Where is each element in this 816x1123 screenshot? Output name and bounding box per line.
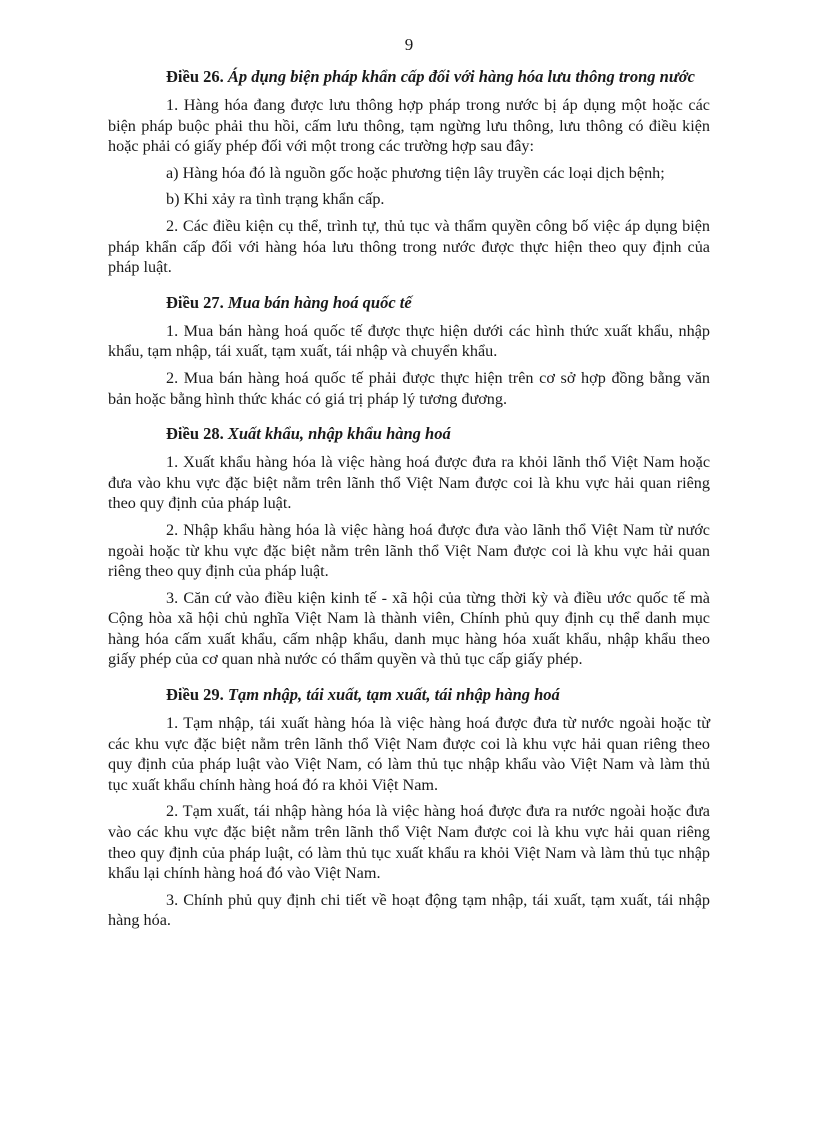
article-26 <box>108 66 710 278</box>
article-paragraph: 1. Tạm nhập, tái xuất hàng hóa là việc hàng hoá được đưa từ nước ngoài hoặc từ các khu vực đặc biệt nằm trên lãnh thổ Việt Nam được coi là khu vực hải quan riêng theo quy định của pháp luật vào Việt Nam, có làm thủ tục nhập khẩu vào Việt Nam và làm thủ tục xuất khẩu chính hàng hoá đó ra khỏi Việt Nam. <box>108 714 710 794</box>
article-label: Điều 26. <box>166 67 224 86</box>
article-paragraph: 1. Xuất khẩu hàng hóa là việc hàng hoá được đưa ra khỏi lãnh thổ Việt Nam hoặc đưa vào khu vực đặc biệt nằm trên lãnh thổ Việt Nam được coi là khu vực hải quan riêng theo quy định của pháp luật. <box>108 453 710 513</box>
article-title: Tạm nhập, tái xuất, tạm xuất, tái nhập hàng hoá <box>227 685 560 705</box>
article-label: Điều 28. <box>166 424 224 444</box>
article-28 <box>108 423 710 670</box>
article-title: Xuất khẩu, nhập khẩu hàng hoá <box>227 424 451 444</box>
article-paragraph: 2. Mua bán hàng hoá quốc tế phải được thực hiện trên cơ sở hợp đồng bằng văn bản hoặc bằng hình thức khác có giá trị pháp lý tương đương. <box>108 368 710 408</box>
article-heading <box>108 423 710 444</box>
article-title: Áp dụng biện pháp khẩn cấp đối với hàng hóa lưu thông trong nước <box>227 67 695 86</box>
article-paragraph: b) Khi xảy ra tình trạng khẩn cấp. <box>166 190 385 209</box>
article-label: Điều 29. <box>166 685 224 705</box>
article-heading <box>108 66 710 87</box>
article-paragraph: 2. Tạm xuất, tái nhập hàng hóa là việc hàng hoá được đưa ra nước ngoài hoặc đưa vào các khu vực đặc biệt nằm trên lãnh thổ Việt Nam được coi là khu vực hải quan riêng theo quy định của pháp luật, có làm thủ tục xuất khẩu ra khỏi Việt Nam và làm thủ tục nhập khẩu lại chính hàng hoá đó vào Việt Nam. <box>108 802 710 883</box>
article-paragraph: 3. Chính phủ quy định chi tiết về hoạt động tạm nhập, tái xuất, tạm xuất, tái nhập hàng hóa. <box>108 890 710 930</box>
article-paragraph: 1. Hàng hóa đang được lưu thông hợp pháp trong nước bị áp dụng một hoặc các biện pháp buộc phải thu hồi, cấm lưu thông, tạm ngừng lưu thông, lưu thông có điều kiện hoặc phải có giấy phép đối với một trong các trường hợp sau đây: <box>108 96 710 156</box>
article-heading <box>108 684 710 705</box>
page-number: 9 <box>404 35 414 54</box>
article-paragraph: a) Hàng hóa đó là nguồn gốc hoặc phương tiện lây truyền các loại dịch bệnh; <box>166 163 665 182</box>
document-page <box>108 34 710 1094</box>
article-27 <box>108 292 710 409</box>
article-heading <box>108 292 710 313</box>
article-label: Điều 27. <box>166 292 224 312</box>
article-paragraph: 3. Căn cứ vào điều kiện kinh tế - xã hội của từng thời kỳ và điều ước quốc tế mà Cộng hòa xã hội chủ nghĩa Việt Nam là thành viên, Chính phủ quy định cụ thể danh mục hàng hóa cấm xuất khẩu, cấm nhập khẩu, danh mục hàng hóa xuất khẩu, nhập khẩu theo giấy phép của cơ quan nhà nước có thẩm quyền và thủ tục cấp giấy phép. <box>108 588 710 669</box>
article-paragraph: 1. Mua bán hàng hoá quốc tế được thực hiện dưới các hình thức xuất khẩu, nhập khẩu, tạm nhập, tái xuất, tạm xuất, tái nhập và chuyển khẩu. <box>108 321 710 361</box>
article-title: Mua bán hàng hoá quốc tế <box>227 292 412 312</box>
article-29 <box>108 684 710 931</box>
article-paragraph: 2. Các điều kiện cụ thể, trình tự, thủ tục và thẩm quyền công bố việc áp dụng biện pháp khẩn cấp đối với hàng hóa lưu thông trong nước được thực hiện theo quy định của pháp luật. <box>108 216 710 277</box>
article-paragraph: 2. Nhập khẩu hàng hóa là việc hàng hoá được đưa vào lãnh thổ Việt Nam từ nước ngoài hoặc từ khu vực đặc biệt nằm trên lãnh thổ Việt Nam được coi là khu vực hải quan riêng theo quy định của pháp luật. <box>108 520 710 581</box>
